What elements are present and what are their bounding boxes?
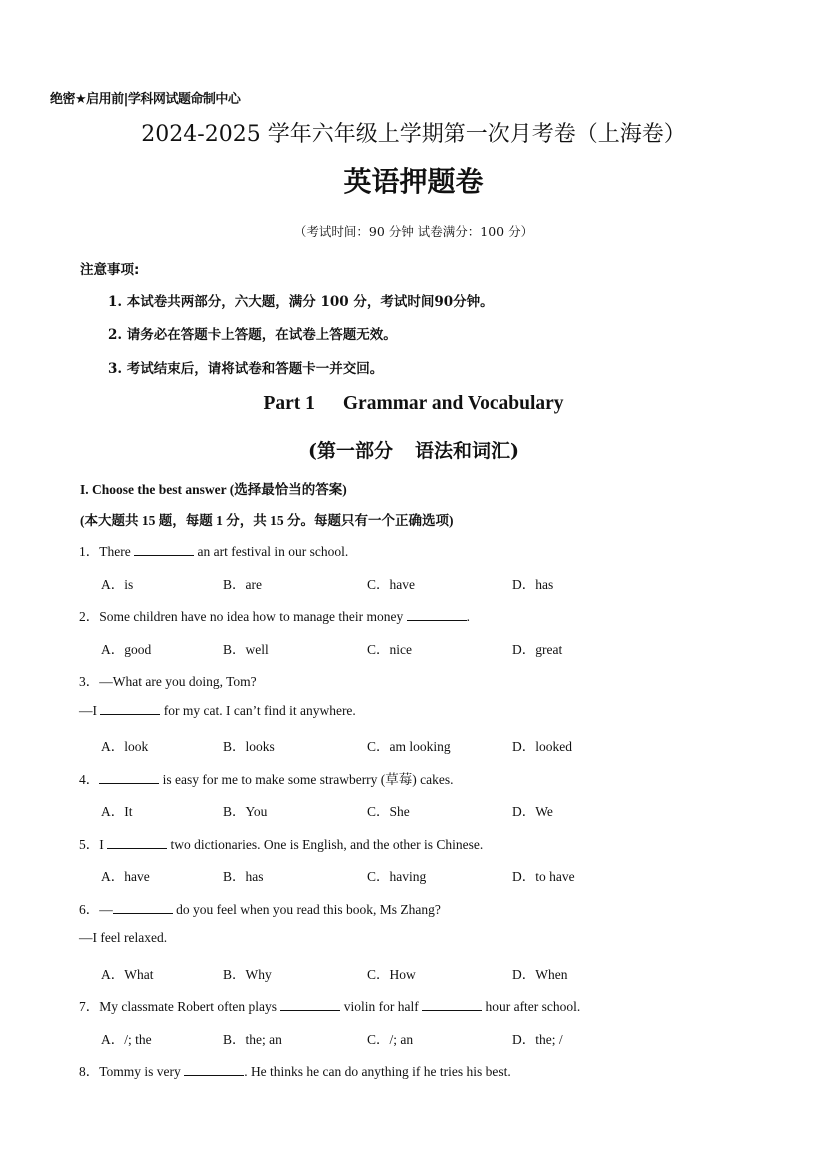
option-c[interactable]: C．nice — [367, 642, 412, 657]
answer-blank[interactable] — [407, 609, 467, 621]
option-b[interactable]: B．the; an — [223, 1032, 282, 1047]
option-d[interactable]: D．looked — [512, 739, 572, 754]
option-c[interactable]: C．have — [367, 577, 415, 592]
part-heading-cn — [0, 436, 827, 463]
option-a[interactable]: A．look — [101, 739, 149, 754]
notice-item: 3. 考试结束后，请将试卷和答题卡一并交回。 — [108, 361, 384, 377]
question-text: —What are you doing, Tom? — [99, 674, 257, 689]
answer-blank[interactable] — [113, 902, 173, 914]
option-b[interactable]: B．Why — [223, 967, 272, 982]
part-cn-name: 语法和词汇) — [415, 440, 519, 462]
option-d[interactable]: D．the; / — [512, 1032, 563, 1047]
option-d[interactable]: D．to have — [512, 869, 575, 884]
option-b[interactable]: B．looks — [223, 739, 275, 754]
question-text: I — [99, 837, 104, 852]
option-c[interactable]: C．/; an — [367, 1032, 414, 1047]
answer-blank[interactable] — [280, 999, 340, 1011]
option-d[interactable]: D．We — [512, 804, 553, 819]
option-b[interactable]: B．are — [223, 577, 262, 592]
question-text: is easy for me to make some strawberry (草莓) cakes. — [162, 772, 454, 787]
question-2 — [79, 605, 470, 625]
answer-blank[interactable] — [422, 999, 482, 1011]
question-text: There — [99, 544, 131, 559]
question-text: for my cat. I can’t find it anywhere. — [163, 703, 356, 718]
part-cn-open: (第一部分 — [308, 440, 393, 462]
option-a[interactable]: A．have — [101, 869, 150, 884]
part-label: Part 1 — [263, 393, 315, 414]
question-4 — [79, 768, 454, 788]
option-d[interactable]: D．has — [512, 577, 554, 592]
question-6-line2: —I feel relaxed. — [79, 930, 168, 945]
question-number: 6． — [79, 902, 100, 917]
question-number: 7． — [79, 999, 100, 1014]
option-b[interactable]: B．well — [223, 642, 269, 657]
question-text: violin for half — [343, 999, 419, 1014]
option-c[interactable]: C．She — [367, 804, 410, 819]
part-name: Grammar and Vocabulary — [342, 393, 564, 414]
notice-item: 2. 请务必在答题卡上答题，在试卷上答题无效。 — [108, 327, 397, 343]
question-number: 5． — [79, 837, 100, 852]
question-6 — [79, 898, 441, 918]
answer-blank[interactable] — [134, 544, 194, 556]
question-text: hour after school. — [485, 999, 581, 1014]
question-5 — [79, 833, 483, 853]
question-number: 8． — [79, 1064, 100, 1079]
question-text: Some children have no idea how to manage their money — [99, 609, 404, 624]
question-1 — [79, 540, 348, 560]
question-7 — [79, 995, 580, 1015]
option-c[interactable]: C．How — [367, 967, 416, 982]
option-d[interactable]: D．great — [512, 642, 563, 657]
option-a[interactable]: A．What — [101, 967, 154, 982]
question-text: an art festival in our school. — [197, 544, 349, 559]
answer-blank[interactable] — [107, 837, 167, 849]
exam-title: 2024-2025 学年六年级上学期第一次月考卷（上海卷） — [141, 122, 686, 147]
option-a[interactable]: A．good — [101, 642, 152, 657]
option-a[interactable]: A．It — [101, 804, 133, 819]
question-text: . He thinks he can do anything if he tries his best. — [244, 1064, 511, 1079]
question-text: — — [99, 902, 113, 917]
answer-blank[interactable] — [184, 1064, 244, 1076]
option-a[interactable]: A．/; the — [101, 1032, 152, 1047]
option-c[interactable]: C．am looking — [367, 739, 451, 754]
option-a[interactable]: A．is — [101, 577, 134, 592]
section-title: I. Choose the best answer (选择最恰当的答案) — [80, 482, 347, 497]
exam-time-info: （考试时间：90 分钟 试卷满分：100 分） — [293, 224, 534, 239]
answer-blank[interactable] — [99, 772, 159, 784]
question-3 — [79, 670, 257, 690]
option-b[interactable]: B．You — [223, 804, 268, 819]
question-number: 2． — [79, 609, 100, 624]
question-text: —I — [79, 703, 97, 718]
exam-subtitle: 英语押题卷 — [343, 165, 484, 198]
notice-item: 1. 本试卷共两部分，六大题，满分 100 分，考试时间90分钟。 — [108, 294, 494, 310]
option-d[interactable]: D．When — [512, 967, 568, 982]
confidential-label: 绝密★启用前|学科网试题命制中心 — [50, 92, 241, 107]
question-8 — [79, 1060, 511, 1080]
question-number: 1． — [79, 544, 100, 559]
question-text: do you feel when you read this book, Ms Zhang? — [176, 902, 441, 917]
option-c[interactable]: C．having — [367, 869, 427, 884]
answer-blank[interactable] — [100, 703, 160, 715]
option-b[interactable]: B．has — [223, 869, 264, 884]
part-heading — [0, 393, 827, 415]
question-text: My classmate Robert often plays — [99, 999, 277, 1014]
question-text: Tommy is very — [99, 1064, 181, 1079]
question-number: 4． — [79, 772, 100, 787]
notice-heading: 注意事项: — [80, 262, 140, 278]
question-3-line2 — [79, 703, 356, 719]
question-text: two dictionaries. One is English, and the other is Chinese. — [170, 837, 484, 852]
question-number: 3． — [79, 674, 100, 689]
question-text: . — [466, 609, 471, 624]
section-instruction: (本大题共 15 题，每题 1 分，共 15 分。每题只有一个正确选项) — [80, 513, 454, 528]
